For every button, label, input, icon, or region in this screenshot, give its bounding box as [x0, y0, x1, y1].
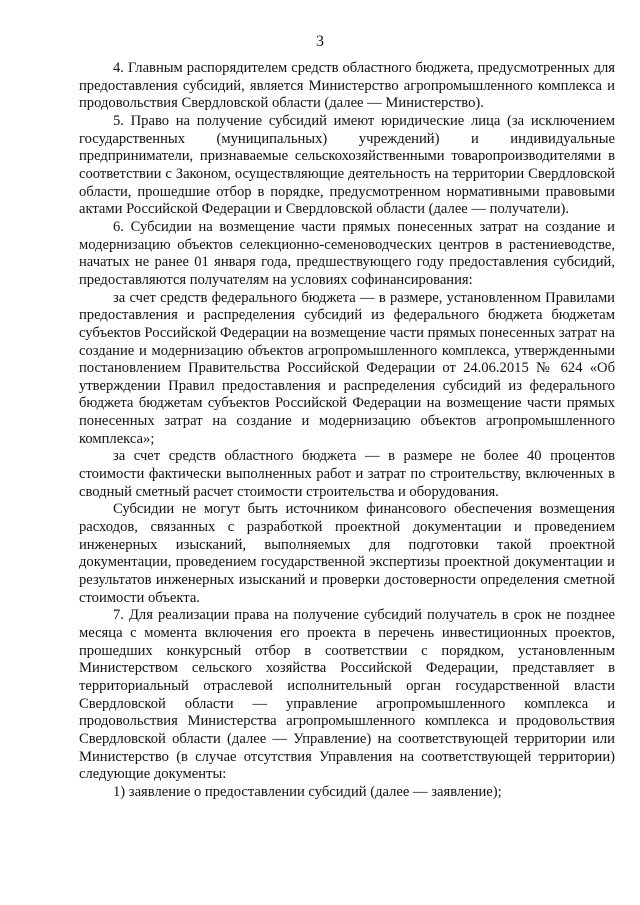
- paragraph-7-item-1: 1) заявление о предоставлении субсидий (далее — заявление);: [113, 783, 502, 800]
- paragraph-6-subsidy-conditions: 6. Субсидии на возмещение части прямых понесенных затрат на создание и модернизацию объектов селекционно-семеноводческих центров в растениеводстве, начатых не ранее 01 января года, предшествующего году предоставления субсидий, предоставляются получателям на условиях софинансирования:: [79, 218, 615, 288]
- document-body: [79, 60, 615, 802]
- paragraph-5-subsidy-eligibility: 5. Право на получение субсидий имеют юридические лица (за исключением государственных (муниципальных) учреждений) и индивидуальные предприниматели, признаваемые сельскохозяйственными товаропроизводителями в соответствии с Законом, осуществляющие деятельность на территории Свердловской области, прошедшие отбор в порядке, предусмотренном нормативными правовыми актами Российской Федерации и Свердловской области (далее — получатели).: [79, 112, 615, 218]
- page-number: 3: [316, 33, 324, 50]
- paragraph-7-application-procedure: 7. Для реализации права на получение субсидий получатель в срок не позднее месяца с момента включения его проекта в перечень инвестиционных проектов, прошедших конкурсный отбор в соответствии с порядком, установленным Министерством сельского хозяйства Российской Федерации, представляет в территориальный отраслевой исполнительный орган государственной власти Свердловской области — управление агропромышленного комплекса и продовольствия Министерства агропромышленного комплекса и продовольствия Свердловской области (далее — Управление) на соответствующей территории или Министерство (в случае отсутствия Управления на соответствующей территории) следующие документы:: [79, 607, 615, 783]
- paragraph-6-regional-budget: за счет средств областного бюджета — в размере не более 40 процентов стоимости фактически выполненных работ и затрат по строительству, включенных в сводный сметный расчет стоимости строительства и оборудования.: [79, 448, 615, 500]
- paragraph-6-exclusions: Субсидии не могут быть источником финансового обеспечения возмещения расходов, связанных с разработкой проектной документации и проведением инженерных изысканий, выполняемых для подготовки такой проектной документации, проведением государственной экспертизы проектной документации и результатов инженерных изысканий и проверки достоверности определения сметной стоимости объекта.: [79, 501, 615, 606]
- paragraph-6-federal-budget: за счет средств федерального бюджета — в размере, установленном Правилами предоставления и распределения субсидий из федерального бюджета бюджетам субъектов Российской Федерации на возмещение части прямых понесенных затрат на создание и модернизацию объектов агропромышленного комплекса, утвержденными постановлением Правительства Российской Федерации от 24.06.2015 № 624 «Об утверждении Правил предоставления и распределения субсидий из федерального бюджета бюджетам субъектов Российской Федерации на возмещение части прямых понесенных затрат на создание и модернизацию объектов агропромышленного комплекса»;: [79, 289, 615, 447]
- paragraph-4-main-budget-manager: 4. Главным распорядителем средств областного бюджета, предусмотренных для предоставления субсидий, является Министерство агропромышленного комплекса и продовольствия Свердловской области (далее — Министерство).: [79, 60, 615, 112]
